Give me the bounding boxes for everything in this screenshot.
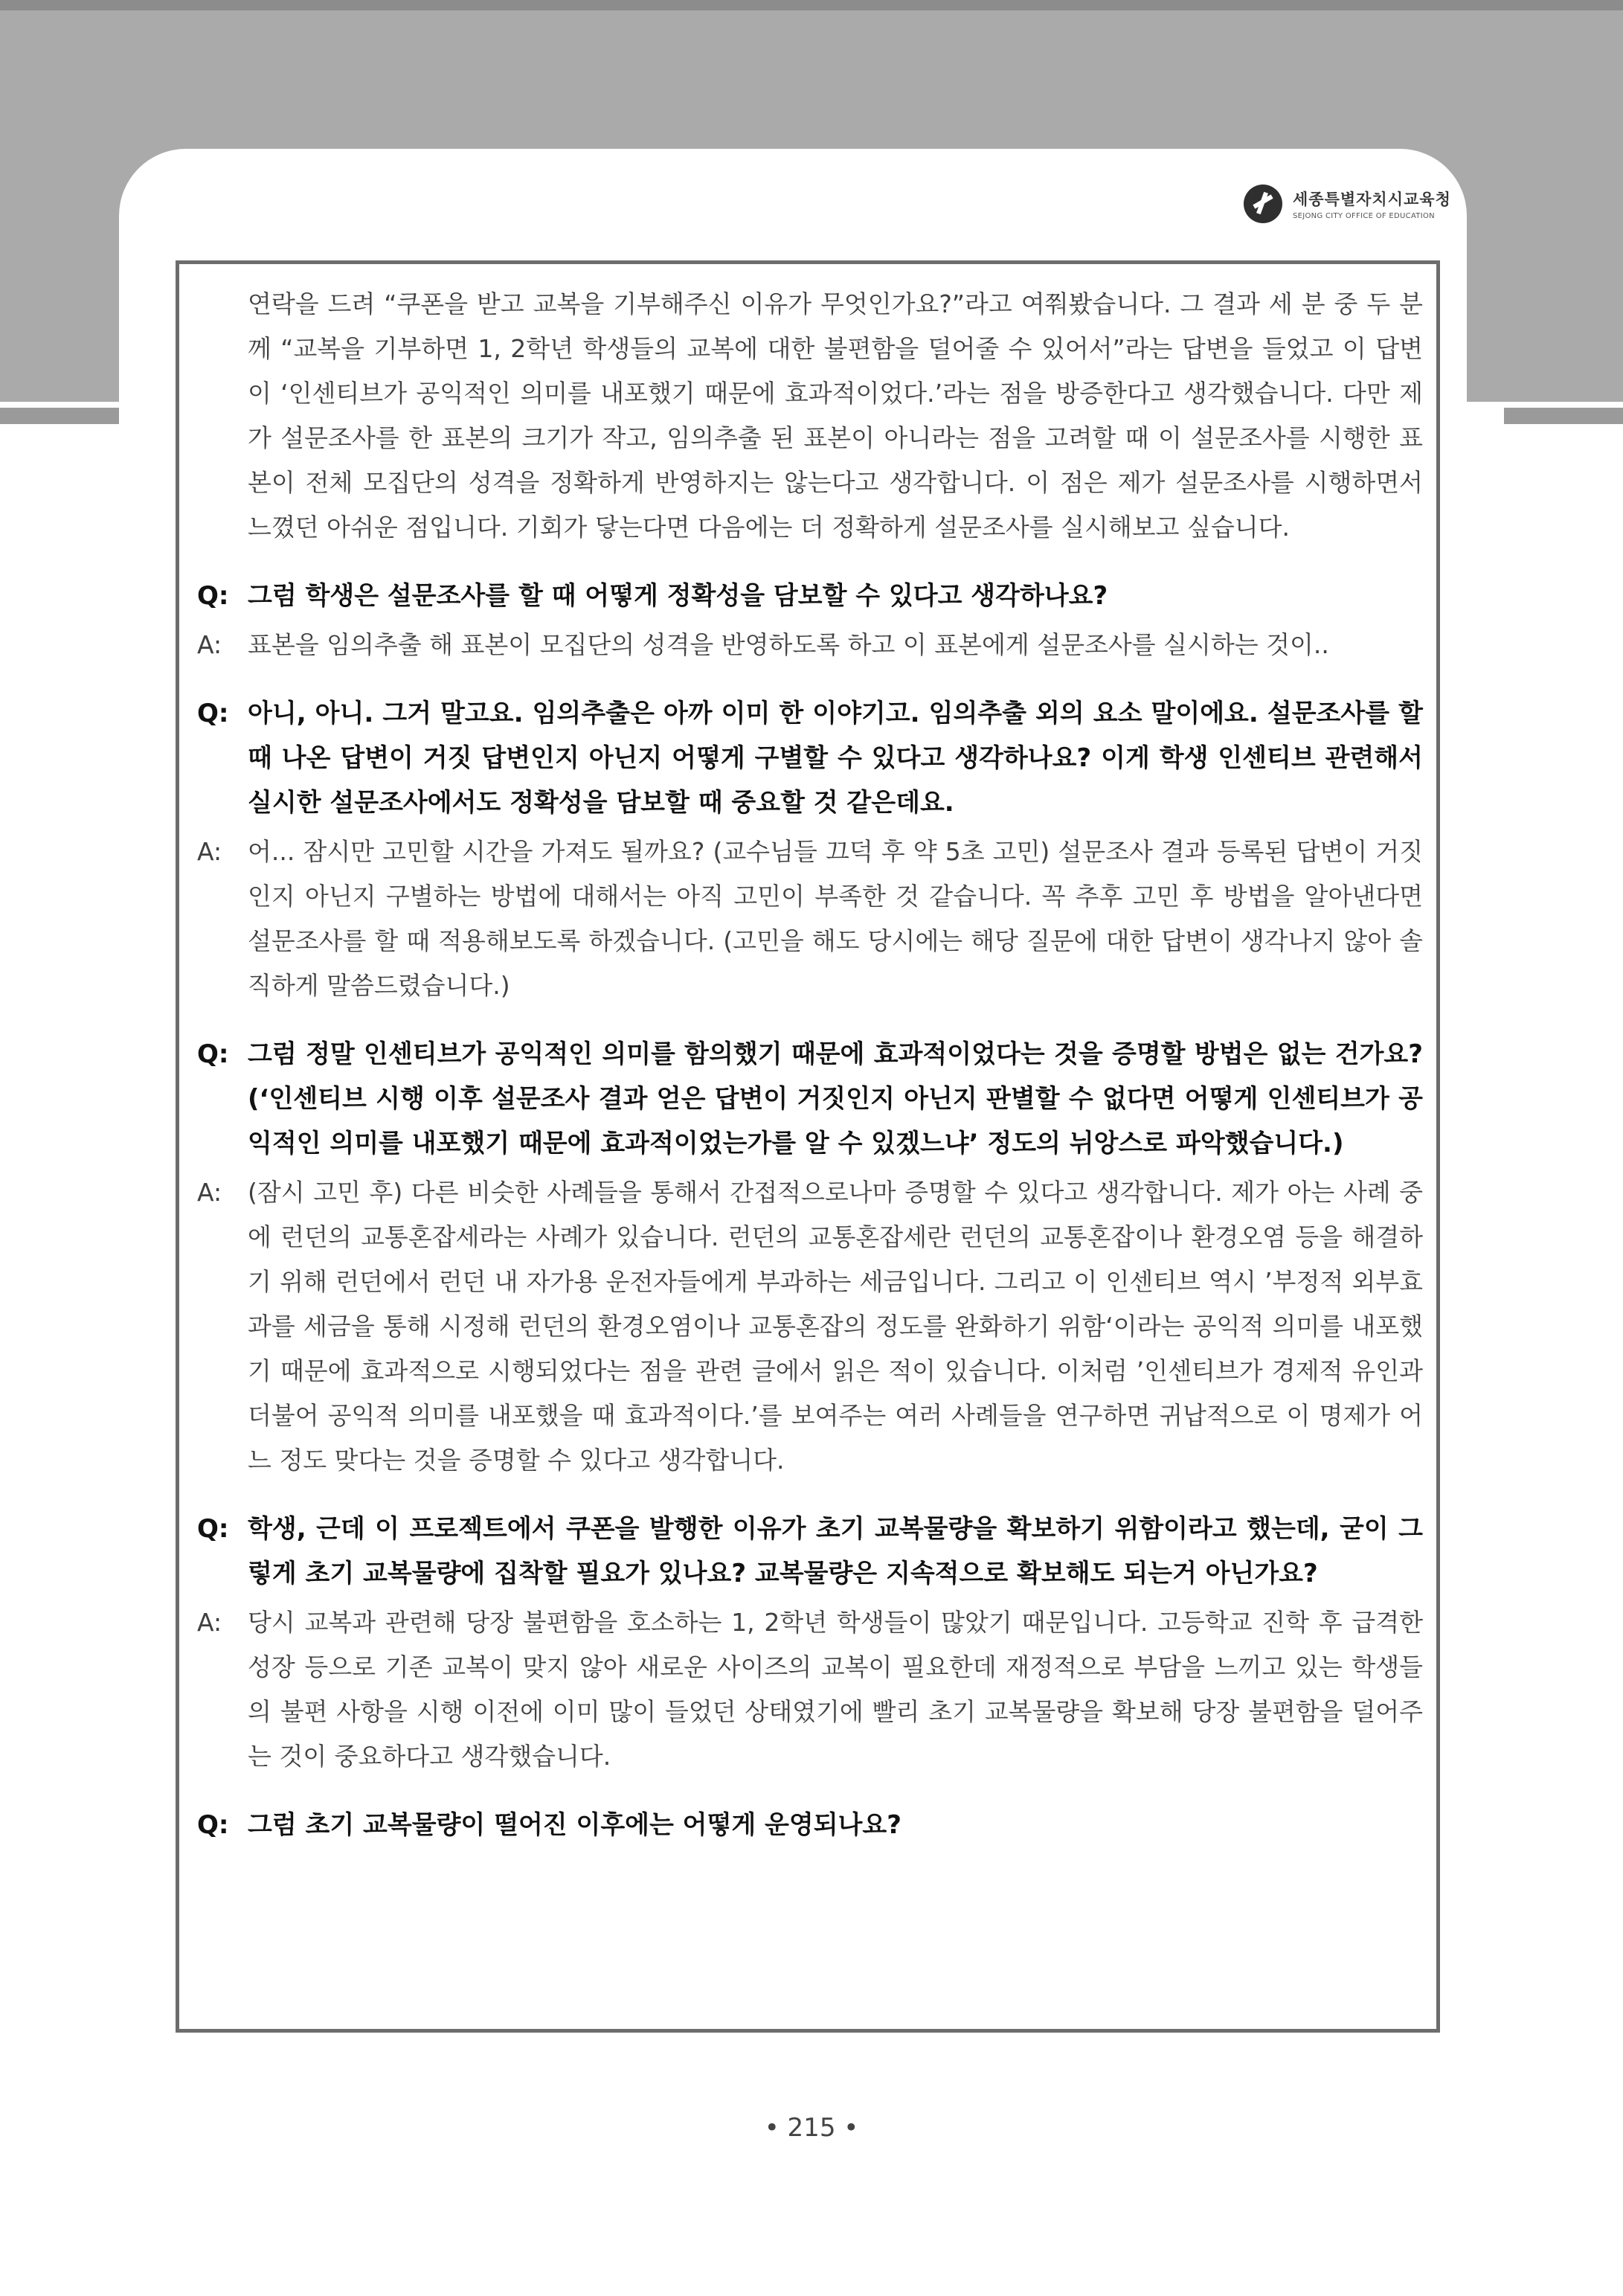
answer-text: (잠시 고민 후) 다른 비슷한 사례들을 통해서 간접적으로나마 증명할 수 있다고 생각합니다. 제가 아는 사례 중에 런던의 교통혼잡세라는 사례가 있습니다. 런던의 교통혼잡세란 런던의 교통혼잡이나 환경오염 등을 해결하기 위해 런던에서 런던 내 자가용 운전자들에게 부과하는 세금입니다. 그리고 이 인센티브 역시 ’부정적 외부효과를 세금을 통해 시정해 런던의 환경오염이나 교통혼잡의 정도를 완화하기 위함‘이라는 공익적 의미를 내포했기 때문에 효과적으로 시행되었다는 점을 관련 글에서 읽은 적이 있습니다. 이처럼 ’인센티브가 경제적 유인과 더불어 공익적 의미를 내포했을 때 효과적이다.’를 보여주는 여러 사례들을 연구하면 귀납적으로 이 명제가 어느 정도 맞다는 것을 증명할 수 있다고 생각합니다.	[248, 1178, 1423, 1475]
answer-3	[197, 1170, 1423, 1483]
answer-2	[197, 830, 1423, 1008]
question-2	[197, 691, 1423, 825]
answer-4	[197, 1600, 1423, 1779]
question-text: 그럼 정말 인센티브가 공익적인 의미를 함의했기 때문에 효과적이었다는 것을 증명할 방법은 없는 건가요? (‘인센티브 시행 이후 설문조사 결과 얻은 답변이 거짓인지 아닌지 판별할 수 없다면 어떻게 인센티브가 공익적인 의미를 내포했기 때문에 효과적이었는가를 알 수 있겠느냐’ 정도의 뉘앙스로 파악했습니다.)	[248, 1039, 1423, 1158]
question-text: 그럼 학생은 설문조사를 할 때 어떻게 정확성을 담보할 수 있다고 생각하나요?	[248, 581, 1108, 611]
q-label: Q:	[197, 699, 229, 728]
page-number: • 215 •	[764, 2113, 859, 2143]
q-label: Q:	[197, 1514, 229, 1544]
logo-text-group	[1293, 187, 1451, 220]
header-top-line	[0, 0, 1623, 10]
right-tab-bar	[1504, 408, 1623, 424]
logo-name: 세종특별자치시교육청	[1293, 190, 1451, 208]
logo-subname: SEJONG CITY OFFICE OF EDUCATION	[1293, 212, 1435, 220]
emblem-icon	[1244, 185, 1282, 223]
a-label: A:	[197, 837, 222, 866]
a-label: A:	[197, 630, 222, 659]
a-label: A:	[197, 1608, 222, 1637]
q-label: Q:	[197, 1810, 229, 1840]
left-tab-bar	[0, 408, 126, 424]
question-5	[197, 1803, 1423, 1847]
question-1	[197, 574, 1423, 618]
question-4	[197, 1507, 1423, 1596]
answer-1	[197, 623, 1423, 667]
question-text: 학생, 근데 이 프로젝트에서 쿠폰을 발행한 이유가 초기 교복물량을 확보하기 위함이라고 했는데, 굳이 그렇게 초기 교복물량에 집착할 필요가 있나요? 교복물량은 지속적으로 확보해도 되는거 아닌가요?	[248, 1514, 1423, 1588]
answer-text: 당시 교복과 관련해 당장 불편함을 호소하는 1, 2학년 학생들이 많았기 때문입니다. 고등학교 진학 후 급격한 성장 등으로 기존 교복이 맞지 않아 새로운 사이즈의 교복이 필요한데 재정적으로 부담을 느끼고 있는 학생들의 불편 사항을 시행 이전에 이미 많이 들었던 상태였기에 빨리 초기 교복물량을 확보해 당장 불편함을 덜어주는 것이 중요하다고 생각했습니다.	[248, 1608, 1423, 1771]
a-label: A:	[197, 1178, 222, 1207]
question-text: 그럼 초기 교복물량이 떨어진 이후에는 어떻게 운영되나요?	[248, 1810, 902, 1840]
question-3	[197, 1032, 1423, 1166]
question-text: 아니, 아니. 그거 말고요. 임의추출은 아까 이미 한 이야기고. 임의추출 외의 요소 말이에요. 설문조사를 할 때 나온 답변이 거짓 답변인지 아닌지 어떻게 구별할 수 있다고 생각하나요? 이게 학생 인센티브 관련해서 실시한 설문조사에서도 정확성을 담보할 때 중요할 것 같은데요.	[248, 699, 1423, 818]
q-label: Q:	[197, 1039, 229, 1069]
answer-text: 표본을 임의추출 해 표본이 모집단의 성격을 반영하도록 하고 이 표본에게 설문조사를 실시하는 것이..	[248, 630, 1329, 659]
intro-paragraph: 연락을 드려 “쿠폰을 받고 교복을 기부해주신 이유가 무엇인가요?”라고 여쭤봤습니다. 그 결과 세 분 중 두 분께 “교복을 기부하면 1, 2학년 학생들의 교복에 대한 불편함을 덜어줄 수 있어서”라는 답변을 들었고 이 답변이 ‘인센티브가 공익적인 의미를 내포했기 때문에 효과적이었다.’라는 점을 방증한다고 생각했습니다. 다만 제가 설문조사를 한 표본의 크기가 작고, 임의추출 된 표본이 아니라는 점을 고려할 때 이 설문조사를 시행한 표본이 전체 모집단의 성격을 정확하게 반영하지는 않는다고 생각합니다. 이 점은 제가 설문조사를 시행하면서 느꼈던 아쉬운 점입니다. 기회가 닿는다면 다음에는 더 정확하게 설문조사를 실시해보고 싶습니다.	[248, 289, 1423, 542]
interview-box	[176, 260, 1440, 2033]
answer-text: 어... 잠시만 고민할 시간을 가져도 될까요? (교수님들 끄덕 후 약 5초 고민) 설문조사 결과 등록된 답변이 거짓인지 아닌지 구별하는 방법에 대해서는 아직 고민이 부족한 것 같습니다. 꼭 추후 고민 후 방법을 알아낸다면 설문조사를 할 때 적용해보도록 하겠습니다. (고민을 해도 당시에는 해당 질문에 대한 답변이 생각나지 않아 솔직하게 말씀드렸습니다.)	[248, 837, 1423, 1000]
sejong-logo	[1244, 185, 1451, 223]
q-label: Q:	[197, 581, 229, 611]
